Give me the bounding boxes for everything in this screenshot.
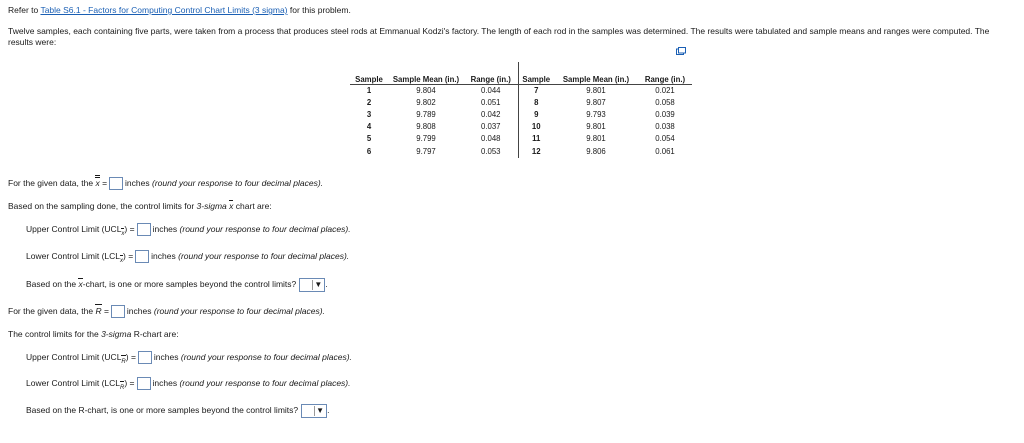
sample-range: 0.039 (655, 109, 675, 119)
sample-num: 8 (518, 97, 554, 109)
rchart-intro: The control limits for the 3-sigma R-chart are: (8, 329, 179, 339)
beyond-r-dropdown[interactable] (301, 404, 327, 418)
table-row (350, 97, 692, 109)
problem-reference (8, 5, 351, 15)
sample-mean: 9.807 (586, 97, 606, 107)
rbar-answer-input[interactable] (111, 305, 125, 318)
sample-num: 1 (366, 85, 372, 95)
sample-num: 10 (518, 121, 554, 133)
col-range-1: Range (in.) (464, 62, 518, 84)
lcl-r-question: Lower Control Limit $(LCL_R)$ = inches (round your response to four decimal places). (26, 376, 351, 395)
sample-range: 0.061 (655, 146, 675, 156)
sample-range: 0.021 (655, 85, 675, 95)
sample-data-table (350, 62, 692, 158)
reference-suffix: for this problem. (287, 5, 351, 15)
beyond-r-question: Based on the R-chart, is one or more samples beyond the control limits? ▼ . (26, 403, 330, 418)
table-row (350, 84, 692, 97)
sample-mean: 9.793 (586, 109, 606, 119)
ucl-r-question: Upper Control Limit $(UCL_R)$ = inches (round your response to four decimal places). (26, 350, 352, 369)
col-sample-1: Sample (350, 62, 388, 84)
beyond-x-question: Based on the x-chart, is one or more samples beyond the control limits? ▼ . (26, 277, 328, 292)
sample-mean: 9.789 (416, 109, 436, 119)
xbar-symbol: x (229, 201, 234, 211)
xbarbar-symbol: x (95, 178, 100, 188)
rbar-question: For the given data, the R = inches (round your response to four decimal places). (8, 304, 325, 318)
sample-mean: 9.801 (586, 85, 606, 95)
table-row (350, 109, 692, 121)
sample-range: 0.054 (655, 134, 675, 144)
table-row (350, 121, 692, 133)
lcl-r-answer-input[interactable] (137, 377, 151, 390)
sample-mean: 9.797 (416, 146, 436, 156)
sample-num: 2 (366, 97, 372, 107)
copy-data-icon[interactable] (676, 47, 686, 55)
col-range-2: Range (in.) (638, 62, 692, 84)
sample-range: 0.042 (480, 109, 501, 119)
table-s6-1-link[interactable]: Table S6.1 - Factors for Computing Control Chart Limits (3 sigma) (40, 5, 288, 15)
col-mean-2: Sample Mean (in.) (554, 62, 638, 84)
sample-num: 4 (366, 122, 372, 132)
sample-mean: 9.802 (416, 97, 436, 107)
sample-range: 0.038 (655, 122, 675, 132)
chevron-down-icon: ▼ (312, 280, 323, 290)
ucl-x-question: Upper Control Limit $(UCL_x)$ = inches (round your response to four decimal places). (26, 222, 351, 241)
lcl-x-answer-input[interactable] (135, 250, 149, 263)
table-row (350, 146, 692, 158)
sample-num: 12 (518, 146, 554, 158)
table-row (350, 133, 692, 145)
reference-prefix: Refer to (8, 5, 41, 15)
beyond-x-dropdown[interactable] (299, 278, 325, 292)
sample-num: 7 (518, 84, 554, 97)
sample-num: 5 (366, 134, 372, 144)
sample-range: 0.051 (480, 97, 501, 107)
sample-range: 0.048 (480, 134, 501, 144)
sample-num: 11 (518, 133, 554, 145)
sample-mean: 9.799 (416, 134, 436, 144)
xchart-intro: Based on the sampling done, the control limits for 3-sigma x chart are: (8, 201, 272, 211)
sample-mean: 9.808 (416, 122, 436, 132)
rbar-symbol: R (95, 306, 102, 316)
sample-num: 6 (366, 146, 372, 156)
sample-num: 3 (366, 109, 372, 119)
chevron-down-icon: ▼ (314, 406, 325, 416)
sample-mean: 9.806 (586, 146, 606, 156)
sample-mean: 9.801 (586, 122, 606, 132)
ucl-x-answer-input[interactable] (137, 223, 151, 236)
ucl-r-answer-input[interactable] (138, 351, 152, 364)
problem-statement: Twelve samples, each containing five parts, were taken from a process that produces steel rods at Emmanual Kodzi's factory. The length of each rod in the samples was determined. The results were tabulated and sample means and ranges were computed. The results were: (8, 26, 990, 47)
sample-range: 0.053 (480, 146, 501, 156)
sample-mean: 9.804 (416, 85, 436, 95)
xbarbar-question: For the given data, the x = inches (round your response to four decimal places). (8, 176, 323, 190)
sample-range: 0.044 (480, 85, 501, 95)
xbarbar-answer-input[interactable] (109, 177, 123, 190)
col-mean-1: Sample Mean (in.) (388, 62, 464, 84)
sample-range: 0.058 (655, 97, 675, 107)
lcl-x-question: Lower Control Limit $(LCL_x)$ = inches (round your response to four decimal places). (26, 249, 349, 268)
col-sample-2: Sample (518, 62, 554, 84)
sample-num: 9 (518, 109, 554, 121)
sample-range: 0.037 (480, 122, 501, 132)
sample-mean: 9.801 (586, 134, 606, 144)
